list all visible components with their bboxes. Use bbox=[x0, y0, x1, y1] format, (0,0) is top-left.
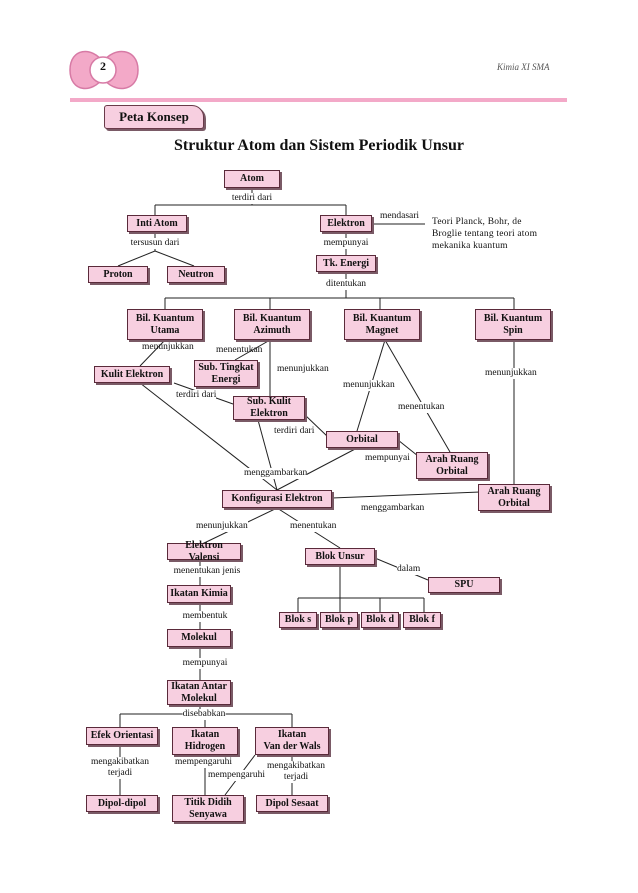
label-menentukan-1: menentukan bbox=[216, 345, 263, 355]
label-mempengaruhi-1: mempengaruhi bbox=[175, 757, 232, 767]
label-menentukan-3: menentukan bbox=[290, 521, 337, 531]
node-dipol-sesaat: Dipol Sesaat bbox=[256, 795, 328, 812]
label-menunjukkan-2: menunjukkan bbox=[277, 364, 329, 374]
label-dalam: dalam bbox=[397, 564, 421, 574]
node-bk-magnet: Bil. Kuantum Magnet bbox=[344, 309, 420, 340]
node-neutron: Neutron bbox=[167, 266, 225, 283]
node-molekul: Molekul bbox=[167, 629, 231, 647]
label-menunjukkan-3: menunjukkan bbox=[343, 380, 395, 390]
label-menentukan-2: menentukan bbox=[398, 402, 445, 412]
label-mengakibatkan-terjadi-2: mengakibatkan terjadi bbox=[266, 761, 326, 782]
label-menunjukkan-1: menunjukkan bbox=[142, 342, 194, 352]
label-tersusun-dari: tersusun dari bbox=[130, 238, 180, 248]
label-mengakibatkan-terjadi-1: mengakibatkan terjadi bbox=[90, 757, 150, 778]
page-title: Struktur Atom dan Sistem Periodik Unsur bbox=[174, 137, 464, 154]
node-ikatan-hidrogen: Ikatan Hidrogen bbox=[172, 727, 238, 755]
node-arah-ruang-orbital-1: Arah Ruang Orbital bbox=[416, 452, 488, 479]
node-titik-didih-senyawa: Titik Didih Senyawa bbox=[172, 795, 244, 822]
label-terdiri-dari-1: terdiri dari bbox=[231, 193, 273, 203]
label-mempengaruhi-2: mempengaruhi bbox=[208, 770, 265, 780]
node-tk-energi: Tk. Energi bbox=[316, 255, 376, 272]
node-inti-atom: Inti Atom bbox=[127, 215, 187, 232]
label-terdiri-dari-2: terdiri dari bbox=[176, 390, 217, 400]
node-elektron-valensi: Elektron Valensi bbox=[167, 543, 241, 560]
node-blok-s: Blok s bbox=[279, 612, 317, 628]
node-bk-utama: Bil. Kuantum Utama bbox=[127, 309, 203, 340]
node-atom: Atom bbox=[224, 170, 280, 188]
node-blok-p: Blok p bbox=[320, 612, 358, 628]
label-menggambarkan-1: menggambarkan bbox=[244, 468, 308, 478]
node-kulit-elektron: Kulit Elektron bbox=[94, 366, 170, 383]
label-menggambarkan-2: menggambarkan bbox=[361, 503, 425, 513]
note-teori-atom: Teori Planck, Bohr, de Broglie tentang teori atom mekanika kuantum bbox=[432, 217, 538, 251]
section-tab: Peta Konsep bbox=[104, 105, 204, 129]
node-spu: SPU bbox=[428, 577, 500, 593]
label-mempunyai-3: mempunyai bbox=[182, 658, 228, 668]
page-number: 2 bbox=[100, 59, 106, 73]
label-mempunyai-1: mempunyai bbox=[323, 238, 369, 248]
label-terdiri-dari-3: terdiri dari bbox=[274, 426, 315, 436]
node-ikatan-kimia: Ikatan Kimia bbox=[167, 585, 231, 603]
node-sub-kulit-elektron: Sub. Kulit Elektron bbox=[233, 396, 305, 420]
label-menentukan-jenis: menentukan jenis bbox=[173, 566, 241, 576]
node-blok-d: Blok d bbox=[361, 612, 399, 628]
node-blok-f: Blok f bbox=[403, 612, 441, 628]
label-disebabkan: disebabkan bbox=[182, 709, 226, 719]
label-menunjukkan-4: menunjukkan bbox=[485, 368, 537, 378]
node-orbital: Orbital bbox=[326, 431, 398, 448]
label-menunjukkan-5: menunjukkan bbox=[196, 521, 248, 531]
node-proton: Proton bbox=[88, 266, 148, 283]
node-dipol-dipol: Dipol-dipol bbox=[86, 795, 158, 812]
node-blok-unsur: Blok Unsur bbox=[305, 548, 375, 565]
label-mendasari: mendasari bbox=[380, 211, 420, 221]
node-elektron: Elektron bbox=[320, 215, 372, 232]
label-mempunyai-2: mempunyai bbox=[365, 453, 410, 463]
node-arah-ruang-orbital-2: Arah Ruang Orbital bbox=[478, 484, 550, 511]
node-bk-azimuth: Bil. Kuantum Azimuth bbox=[234, 309, 310, 340]
node-ikatan-antar-molekul: Ikatan Antar Molekul bbox=[167, 680, 231, 705]
node-konfigurasi-elektron: Konfigurasi Elektron bbox=[222, 490, 332, 508]
label-membentuk: membentuk bbox=[182, 611, 228, 621]
label-ditentukan: ditentukan bbox=[325, 279, 367, 289]
node-efek-orientasi: Efek Orientasi bbox=[86, 727, 158, 745]
node-ikatan-van-der-wals: Ikatan Van der Wals bbox=[255, 727, 329, 755]
node-bk-spin: Bil. Kuantum Spin bbox=[475, 309, 551, 340]
book-title: Kimia XI SMA bbox=[497, 62, 550, 72]
node-sub-tingkat-energi: Sub. Tingkat Energi bbox=[194, 360, 258, 387]
